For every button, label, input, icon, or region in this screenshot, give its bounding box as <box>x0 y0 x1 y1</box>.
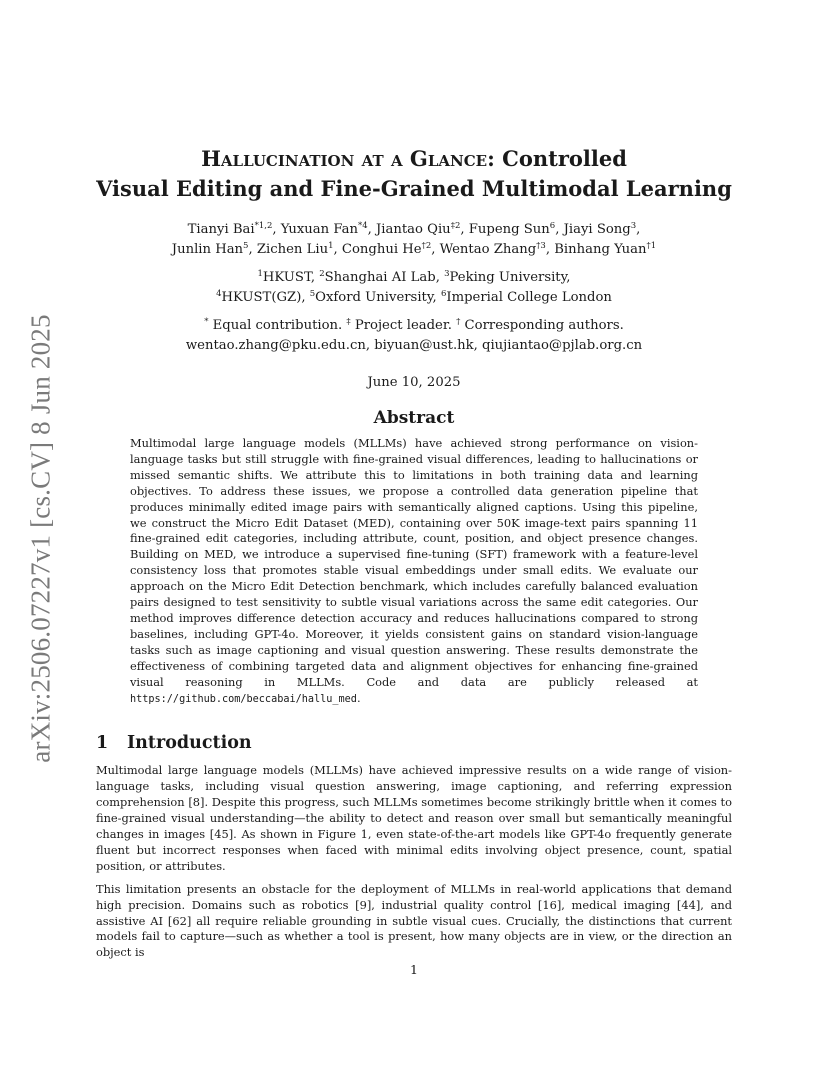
affil-name: Oxford University <box>315 290 433 305</box>
author-name: Fupeng Sun <box>468 222 550 237</box>
section-number: 1 <box>96 733 109 754</box>
author-sup: †2 <box>421 241 432 251</box>
paper-title <box>96 144 732 204</box>
affil-sup: 4 <box>216 289 222 299</box>
affil-sup: 6 <box>440 289 447 299</box>
corr-text: Corresponding authors. <box>460 318 624 333</box>
arxiv-identifier <box>18 308 64 768</box>
author-sup: 6 <box>549 221 556 231</box>
page-number: 1 <box>410 962 418 977</box>
title-line2: Visual Editing and Fine-Grained Multimodal Learning <box>96 176 732 201</box>
affiliations <box>96 268 732 308</box>
author-name: Junlin Han <box>171 242 244 257</box>
contribution-line <box>96 316 732 336</box>
equal-text: Equal contribution. <box>208 318 347 333</box>
leader-sym: ‡ <box>346 317 351 327</box>
abstract-end: . <box>356 690 361 705</box>
author-sup: 1 <box>328 241 334 251</box>
affil-sup: 5 <box>309 289 316 299</box>
affil-sup: 3 <box>444 269 450 279</box>
contribution-notes <box>96 316 732 356</box>
paper-date: June 10, 2025 <box>367 375 461 390</box>
paper-page <box>96 144 732 968</box>
author-line-2: Junlin Han$^5$, Zichen Liu$^1$, Conghui He$^{\dagger 2}$, Wentao Zhang$^{\dagger 3}$, Binhang Yuan$^{\dagger 1}$ <box>171 241 657 257</box>
affil-sup: 2 <box>319 269 325 279</box>
author-name: Wentao Zhang <box>439 242 537 257</box>
leader-text: Project leader. <box>350 318 457 333</box>
author-line-1: Tianyi Bai$^{*1,2}$, Yuxuan Fan$^{*4}$, Jiantao Qiu$^{\ddagger 2}$, Fupeng Sun$^6$, Jiayi Song$^3$, <box>187 221 641 237</box>
affil-sup: 1 <box>257 269 263 279</box>
section-heading <box>96 733 732 753</box>
corr-sym: † <box>456 317 461 327</box>
equal-sym: * <box>204 317 209 327</box>
affiliation-line-2: $^4$HKUST(GZ), $^5$Oxford University, $^6$Imperial College London <box>216 289 612 305</box>
intro-paragraph-1: Multimodal large language models (MLLMs) have achieved impressive results on a wide range of vision-language tasks, including visual question answering, image captioning, and referring expression comprehension [8]. Despite this progress, such MLLMs sometimes become strikingly brittle when it comes to fine-grained visual understanding—the ability to detect and reason over small but semantically meaningful changes in images [45]. As shown in Figure 1, even state-of-the-art models like GPT-4o frequently generate fluent but incorrect responses when faced with minimal edits involving object presence, count, spatial position, or attributes. <box>96 763 732 873</box>
affil-name: Shanghai AI Lab <box>324 270 436 285</box>
author-name: Jiantao Qiu <box>376 222 451 237</box>
arxiv-id-text: arXiv:2506.07227v1 [cs.CV] 8 Jun 2025 <box>25 313 56 763</box>
author-name: Yuxuan Fan <box>280 222 358 237</box>
affil-name: Imperial College London <box>446 290 612 305</box>
author-sup: †3 <box>536 241 546 251</box>
title-smallcaps: Hallucination at a Glance <box>201 146 488 171</box>
affil-name: HKUST <box>262 270 311 285</box>
author-sup: 3 <box>630 221 637 231</box>
author-sup: ‡2 <box>450 221 461 231</box>
author-sup: 5 <box>243 241 249 251</box>
author-name: Binhang Yuan <box>554 242 647 257</box>
author-name: Zichen Liu <box>256 242 329 257</box>
affil-name: Peking University, <box>449 270 571 285</box>
author-list <box>96 220 732 260</box>
affiliation-line-1: $^1$HKUST, $^2$Shanghai AI Lab, $^3$Peking University, <box>257 269 571 285</box>
author-sup: †1 <box>646 241 657 251</box>
author-sup: *1,2 <box>254 221 273 231</box>
intro-paragraph-2: This limitation presents an obstacle for the deployment of MLLMs in real-world applications that demand high precision. Domains such as robotics [9], industrial quality control [16], medical imaging [44], and assistive AI [62] all require reliable grounding in subtle visual cues. Crucially, the distinctions that current models fail to capture—such as whether a tool is present, how many objects are in view, or the direction an object is <box>96 881 732 960</box>
affil-name: HKUST(GZ) <box>221 290 302 305</box>
abstract-heading: Abstract <box>373 408 455 428</box>
author-name: Jiayi Song <box>563 222 631 237</box>
code-url: https://github.com/beccabai/hallu_med <box>130 693 357 705</box>
author-sup: *4 <box>357 221 368 231</box>
abstract-text: Multimodal large language models (MLLMs) have achieved strong performance on vision-language tasks but still struggle with fine-grained visual differences, leading to hallucinations or missed semantic shifts. We attribute this to limitations in both training data and learning objectives. To address these issues, we propose a controlled data generation pipeline that produces minimally edited image pairs with semantically aligned captions. Using this pipeline, we construct the Micro Edit Dataset (MED), containing over 50K image-text pairs spanning 11 fine-grained edit categories, including attribute, count, position, and object presence changes. Building on MED, we introduce a supervised fine-tuning (SFT) framework with a feature-level consistency loss that promotes stable visual embeddings under small edits. We evaluate our approach on the Micro Edit Detection benchmark, which includes carefully balanced evaluation pairs designed to test sensitivity to subtle visual variations across the same edit categories. Our method improves difference detection accuracy and reduces hallucinations compared to strong baselines, including GPT-4o. Moreover, it yields consistent gains on standard vision-language tasks such as image captioning and visual question answering. These results demonstrate the effectiveness of combining targeted data and alignment objectives for enhancing fine-grained visual reasoning in MLLMs. Code and data are publicly released at <box>130 436 698 689</box>
author-name: Tianyi Bai <box>187 222 255 237</box>
abstract-body <box>130 436 698 707</box>
title-line1-rest: : Controlled <box>487 146 627 171</box>
section-title: Introduction <box>127 733 252 754</box>
emails: wentao.zhang@pku.edu.cn, biyuan@ust.hk, qiujiantao@pjlab.org.cn <box>185 338 643 353</box>
author-name: Conghui He <box>341 242 422 257</box>
